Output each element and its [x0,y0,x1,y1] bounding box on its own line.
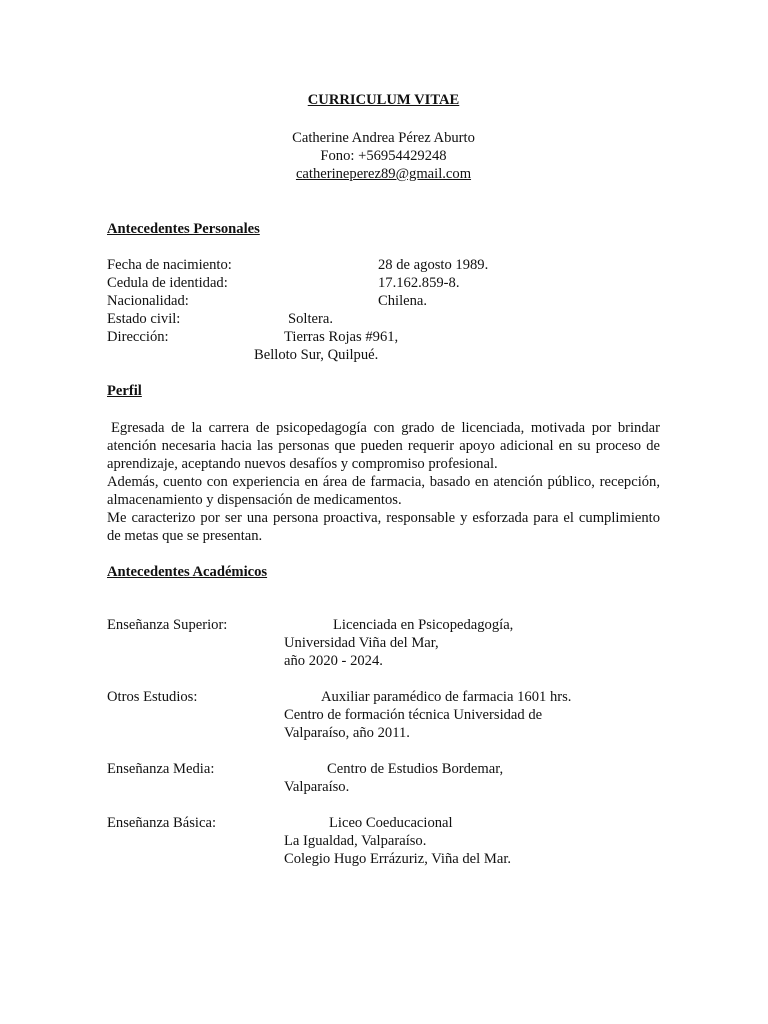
basica-line1: Liceo Coeducacional [329,815,453,831]
birth-value: 28 de agosto 1989. [378,257,489,273]
basica-line2: La Igualdad, Valparaíso. [284,833,427,849]
profile-paragraph-3: Me caracterizo por ser una persona proactiva, responsable y esforzada para el cumplimiento de metas que se presentan. [107,510,660,544]
personal-details [107,256,660,364]
candidate-name: Catherine Andrea Pérez Aburto [292,130,475,146]
education-media [107,760,660,796]
email-link[interactable]: catherineperez89@gmail.com [295,166,472,182]
address-line1: Tierras Rojas #961, [284,329,399,345]
nationality-row [107,292,660,310]
academic-details [107,616,660,868]
birth-label: Fecha de nacimiento: [107,257,232,273]
otros-label: Otros Estudios: [107,689,198,705]
education-otros [107,688,660,742]
basica-line3: Colegio Hugo Errázuriz, Viña del Mar. [284,851,512,867]
otros-line3: Valparaíso, año 2011. [284,725,410,741]
education-basica [107,814,660,868]
address-row [107,328,660,346]
id-label: Cedula de identidad: [107,275,228,291]
academic-heading: Antecedentes Académicos [107,564,268,580]
media-line2: Valparaíso. [284,779,350,795]
profile-paragraph-1: Egresada de la carrera de psicopedagogía con grado de licenciada, motivada por brindar atención necesaria hacia las personas que pueden requerir apoyo adicional en su proceso de aprendizaje, aceptando nuevos desafíos y compromiso profesional. [107,420,660,472]
profile-paragraph-2: Además, cuento con experiencia en área de farmacia, basado en atención público, recepción, almacenamiento y dispensación de medicamentos. [107,474,660,508]
id-value: 17.162.859-8. [378,275,460,291]
superior-line3: año 2020 - 2024. [284,653,383,669]
media-line1: Centro de Estudios Bordemar, [327,761,504,777]
address-line2: Belloto Sur, Quilpué. [254,347,379,363]
media-label: Enseñanza Media: [107,761,215,777]
nationality-label: Nacionalidad: [107,293,189,309]
birth-row [107,256,660,274]
superior-label: Enseñanza Superior: [107,617,228,633]
profile-heading: Perfil [107,383,142,399]
otros-line2: Centro de formación técnica Universidad de [284,707,543,723]
document-title: CURRICULUM VITAE [307,92,460,108]
civil-status-value: Soltera. [288,311,333,327]
profile-text [107,419,660,545]
education-superior [107,616,660,670]
cv-document [107,91,660,886]
address-label: Dirección: [107,329,169,345]
superior-line2: Universidad Viña del Mar, [284,635,439,651]
phone-number: Fono: +56954429248 [320,148,447,164]
civil-status-label: Estado civil: [107,311,181,327]
id-row [107,274,660,292]
basica-label: Enseñanza Básica: [107,815,216,831]
superior-line1: Licenciada en Psicopedagogía, [333,617,514,633]
personal-heading: Antecedentes Personales [107,221,260,237]
nationality-value: Chilena. [378,293,428,309]
civil-status-row [107,310,660,328]
otros-line1: Auxiliar paramédico de farmacia 1601 hrs. [321,689,572,705]
contact-block [107,129,660,183]
